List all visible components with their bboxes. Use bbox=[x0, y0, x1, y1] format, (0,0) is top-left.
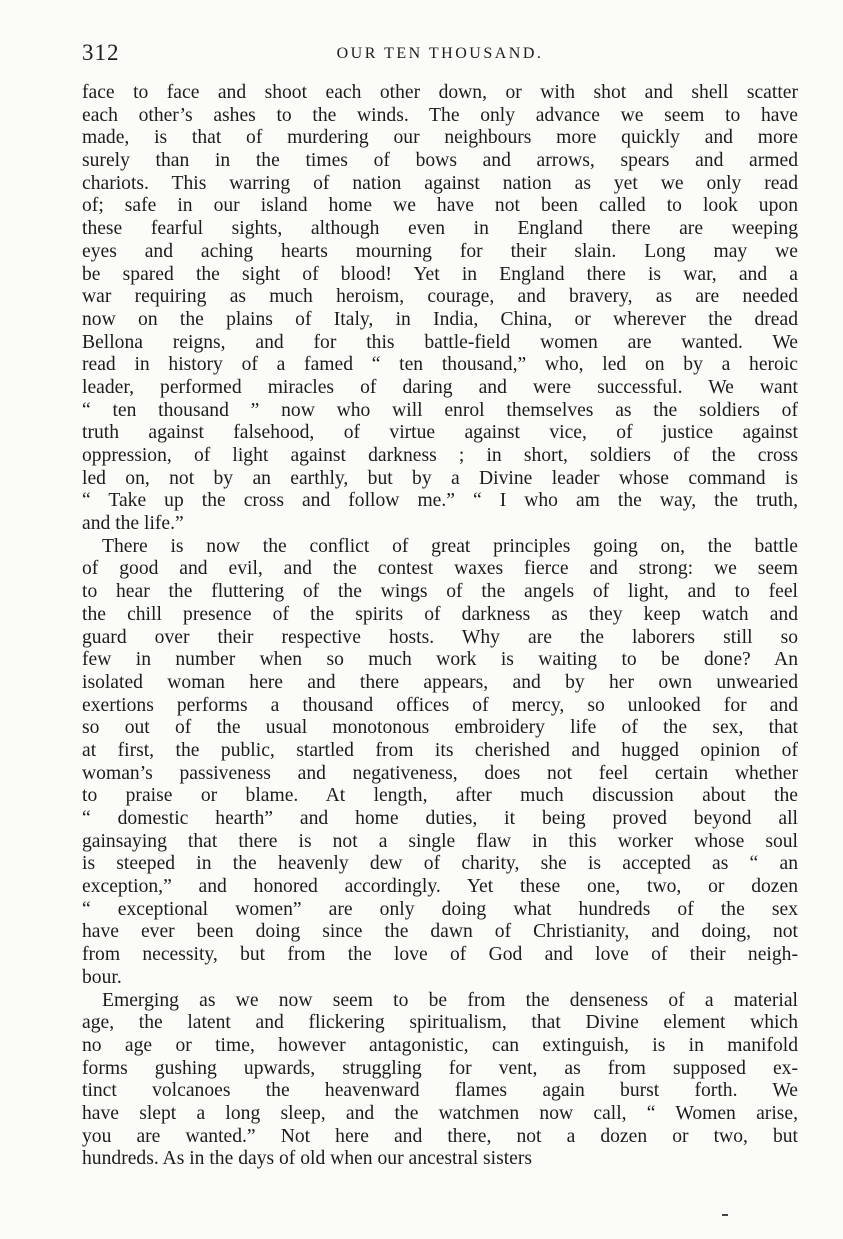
text-line: woman’s passiveness and negativeness, does not feel certain whether bbox=[82, 762, 798, 784]
text-line: to praise or blame. At length, after much discussion about the bbox=[82, 785, 798, 807]
text-line: oppression, of light against darkness ; in short, soldiers of the cross bbox=[82, 445, 798, 466]
text-line: “ domestic hearth” and home duties, it being proved beyond all bbox=[82, 808, 798, 829]
paragraph bbox=[82, 82, 798, 536]
text-line: you are wanted.” Not here and there, not a dozen or two, but bbox=[82, 1125, 798, 1147]
text-line: leader, performed miracles of daring and were successful. We want bbox=[82, 376, 798, 398]
text-line: have ever been doing since the dawn of Christianity, and doing, not bbox=[82, 921, 798, 943]
page-number: 312 bbox=[82, 40, 120, 65]
text-line: is steeped in the heavenly dew of charity, she is accepted as “ an bbox=[82, 853, 798, 875]
text-line: exertions performs a thousand offices of mercy, so unlooked for and bbox=[82, 694, 798, 716]
text-line: Emerging as we now seem to be from the denseness of a material bbox=[102, 989, 798, 1011]
text-line: surely than in the times of bows and arrows, spears and armed bbox=[82, 150, 798, 172]
text-line: forms gushing upwards, struggling for vent, as from supposed ex- bbox=[82, 1057, 798, 1079]
paragraph bbox=[82, 990, 798, 1172]
text-line: at first, the public, startled from its cherished and hugged opinion of bbox=[82, 739, 798, 761]
text-line: of; safe in our island home we have not been called to look upon bbox=[82, 195, 798, 217]
text-line: each other’s ashes to the winds. The only advance we seem to have bbox=[82, 104, 798, 126]
text-line: There is now the conflict of great principles going on, the battle bbox=[102, 535, 798, 557]
text-line: of good and evil, and the contest waxes fierce and strong: we seem bbox=[82, 558, 798, 580]
text-line: “ ten thousand ” now who will enrol themselves as the soldiers of bbox=[82, 399, 798, 421]
footer-mark bbox=[722, 1214, 728, 1216]
text-line: age, the latent and flickering spiritualism, that Divine element which bbox=[82, 1012, 798, 1034]
text-line: made, is that of murdering our neighbours more quickly and more bbox=[82, 127, 798, 149]
text-line: truth against falsehood, of virtue against vice, of justice against bbox=[82, 422, 798, 444]
text-line: eyes and aching hearts mourning for their slain. Long may we bbox=[82, 240, 798, 262]
text-line: now on the plains of Italy, in India, China, or wherever the dread bbox=[82, 308, 798, 330]
text-line: guard over their respective hosts. Why are the laborers still so bbox=[82, 626, 798, 648]
text-line: no age or time, however antagonistic, can extinguish, is in manifold bbox=[82, 1034, 798, 1056]
text-line: few in number when so much work is waiting to be done? An bbox=[82, 649, 798, 671]
text-line: these fearful sights, although even in England there are weeping bbox=[82, 218, 798, 240]
body-text bbox=[82, 82, 798, 1171]
text-line: have slept a long sleep, and the watchmen now call, “ Women arise, bbox=[82, 1102, 798, 1124]
text-line: so out of the usual monotonous embroidery life of the sex, that bbox=[82, 717, 798, 739]
text-line: bour. bbox=[82, 966, 122, 988]
paragraph bbox=[82, 536, 798, 990]
text-line: “ Take up the cross and follow me.” “ I who am the way, the truth, bbox=[82, 490, 798, 512]
running-title: OUR TEN THOUSAND. bbox=[336, 45, 544, 62]
text-line: exception,” and honored accordingly. Yet these one, two, or dozen bbox=[82, 876, 798, 898]
text-line: face to face and shoot each other down, or with shot and shell scatter bbox=[82, 82, 798, 103]
text-line: hundreds. As in the days of old when our ancestral sisters bbox=[82, 1148, 533, 1170]
text-line: to hear the fluttering of the wings of the angels of light, and to feel bbox=[82, 581, 798, 603]
text-line: gainsaying that there is not a single flaw in this worker whose soul bbox=[82, 830, 798, 852]
text-line: tinct volcanoes the heavenward flames again burst forth. We bbox=[82, 1080, 798, 1102]
text-line: “ exceptional women” are only doing what hundreds of the sex bbox=[82, 898, 798, 920]
text-line: war requiring as much heroism, courage, and bravery, as are needed bbox=[82, 286, 798, 308]
text-line: led on, not by an earthly, but by a Divine leader whose command is bbox=[82, 467, 798, 489]
text-line: Bellona reigns, and for this battle-field women are wanted. We bbox=[82, 331, 798, 353]
text-line: and the life.” bbox=[82, 513, 184, 535]
text-line: from necessity, but from the love of God and love of their neigh- bbox=[82, 944, 798, 966]
text-line: read in history of a famed “ ten thousand,” who, led on by a heroic bbox=[82, 354, 798, 376]
page-header bbox=[82, 40, 798, 74]
text-line: isolated woman here and there appears, and by her own unwearied bbox=[82, 671, 798, 693]
text-line: be spared the sight of blood! Yet in England there is war, and a bbox=[82, 263, 798, 285]
text-line: the chill presence of the spirits of darkness as they keep watch and bbox=[82, 603, 798, 625]
text-line: chariots. This warring of nation against nation as yet we only read bbox=[82, 172, 798, 194]
